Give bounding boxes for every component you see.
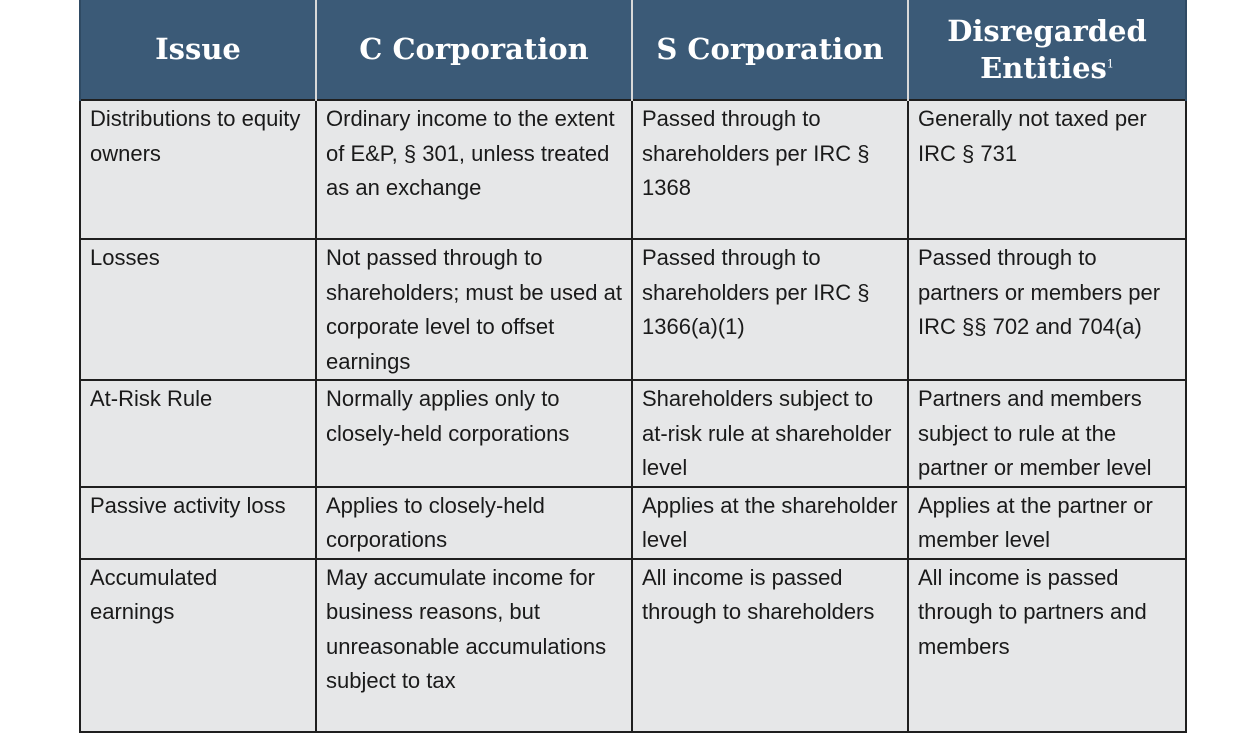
cell-disregarded-entities: Applies at the partner or member level — [908, 487, 1186, 559]
cell-s-corporation: Shareholders subject to at-risk rule at shareholder level — [632, 380, 908, 487]
table-row — [80, 487, 1186, 559]
cell-issue: Passive activity loss — [80, 487, 316, 559]
cell-s-corporation: Passed through to shareholders per IRC § 1368 — [632, 100, 908, 239]
table-row — [80, 239, 1186, 380]
entity-comparison-table — [79, 0, 1187, 733]
cell-issue: Distributions to equity owners — [80, 100, 316, 239]
table-row — [80, 380, 1186, 487]
footnote-marker: 1 — [1106, 56, 1114, 70]
cell-s-corporation: All income is passed through to shareholders — [632, 559, 908, 732]
cell-c-corporation: Ordinary income to the extent of E&P, § 301, unless treated as an exchange — [316, 100, 632, 239]
table-row — [80, 559, 1186, 732]
header-issue: Issue — [80, 0, 316, 100]
header-c-corporation: C Corporation — [316, 0, 632, 100]
header-disregarded-entities: Disregarded Entities$^1$ — [908, 0, 1186, 100]
cell-issue: Losses — [80, 239, 316, 380]
cell-s-corporation: Applies at the shareholder level — [632, 487, 908, 559]
comparison-table-container — [79, 0, 1185, 733]
cell-c-corporation: May accumulate income for business reasons, but unreasonable accumulations subject to tax — [316, 559, 632, 732]
cell-disregarded-entities: Passed through to partners or members per IRC §§ 702 and 704(a) — [908, 239, 1186, 380]
cell-disregarded-entities: Generally not taxed per IRC § 731 — [908, 100, 1186, 239]
cell-c-corporation: Normally applies only to closely-held corporations — [316, 380, 632, 487]
header-row — [80, 0, 1186, 100]
cell-disregarded-entities: Partners and members subject to rule at the partner or member level — [908, 380, 1186, 487]
cell-issue: At-Risk Rule — [80, 380, 316, 487]
cell-c-corporation: Not passed through to shareholders; must be used at corporate level to offset earnings — [316, 239, 632, 380]
header-s-corporation: S Corporation — [632, 0, 908, 100]
cell-disregarded-entities: All income is passed through to partners and members — [908, 559, 1186, 732]
cell-issue: Accumulated earnings — [80, 559, 316, 732]
cell-s-corporation: Passed through to shareholders per IRC § 1366(a)(1) — [632, 239, 908, 380]
table-row — [80, 100, 1186, 239]
cell-c-corporation: Applies to closely-held corporations — [316, 487, 632, 559]
